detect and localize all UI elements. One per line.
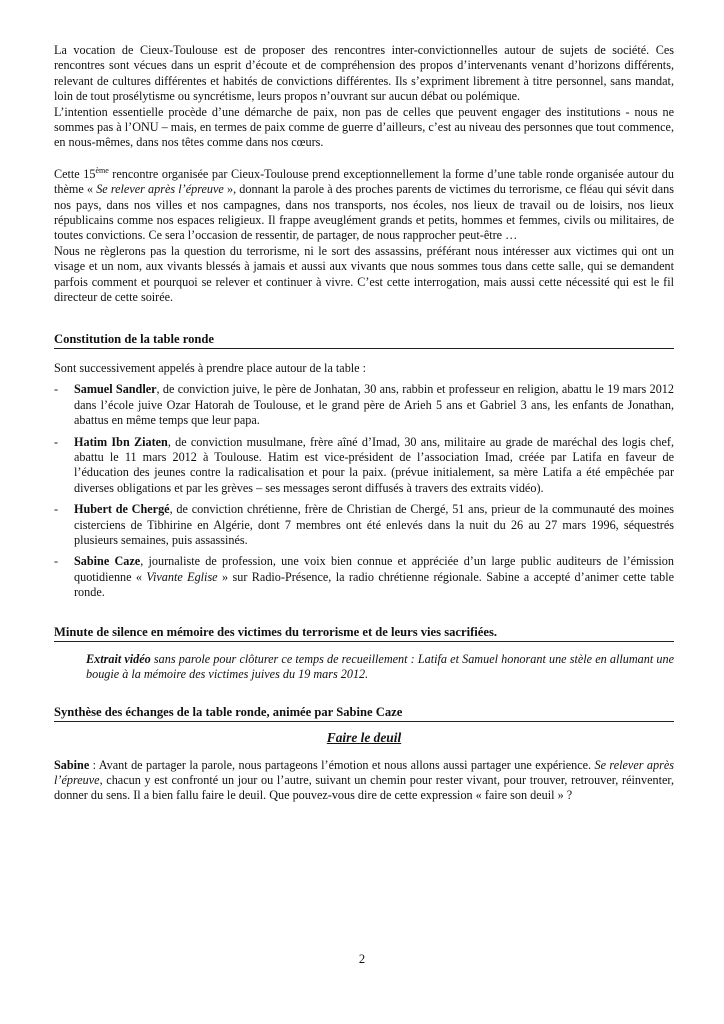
video-excerpt-note	[86, 652, 674, 683]
participant-text-start: , journaliste de profession, une voix bien connue et appréciée d’un large public auditeurs de l’émission quotidienne «	[74, 554, 674, 584]
intro-paragraph-4: Nous ne règlerons pas la question du terrorisme, ni le sort des assassins, préférant nous intéresser aux victimes qui ont un visage et un nom, aux vivants blessés à jamais et aussi aux vivants que nous sommes tous dans cette salle, qui se demandent parfois comment et pourquoi se relever et continuer à vivre. C’est cette interrogation, mais aussi cette nécessité qui est le fil directeur de cette soirée.	[54, 243, 674, 305]
emission-name: Vivante Eglise	[146, 569, 218, 584]
participant-name: Sabine Caze	[74, 554, 141, 569]
section-heading-minute-silence: Minute de silence en mémoire des victimes du terrorisme et de leurs vies sacrifiées.	[54, 625, 674, 642]
subsection-title: Faire le deuil	[326, 730, 402, 746]
video-excerpt-text: sans parole pour clôturer ce temps de recueillement : Latifa et Samuel honorant une stèle en allumant une bougie à la mémoire des victimes juives du 19 mars 2012.	[86, 652, 674, 682]
p3-mid: rencontre organisée par Cieux-Toulouse prend exceptionnellement la forme d’une table ronde organisée autour du thème «	[54, 166, 674, 197]
participant-name: Hubert de Chergé	[74, 502, 170, 517]
p3-superscript: ème	[95, 165, 109, 175]
document-page	[54, 43, 674, 804]
participant-text: , de conviction chrétienne, frère de Christian de Chergé, 51 ans, prieur de la communauté des moines cisterciens de Tibhirine en Algérie, dont 7 membres ont été enlevés dans la nuit du 26 au 27 mars 1996, séquestrés plusieurs semaines, puis assassinés.	[74, 502, 674, 547]
p3-end: », donnant la parole à des proches parents de victimes du terrorisme, ce fléau qui sévit dans nos pays, dans nos villes et nos campagnes, dans nos transports, nos écoles, nos lieux de travail ou de loisirs, nos lieux républicains comme nos espaces religieux. Il frappe aveuglément grands et petits, hommes et femmes, civils ou militaires, de toutes convictions. Ce sera l’occasion de ressentir, de partager, de nous rapprocher peut-être …	[54, 182, 675, 243]
dash-bullet: -	[54, 554, 59, 569]
video-excerpt-label: Extrait vidéo	[86, 652, 151, 666]
list-item	[54, 502, 674, 548]
speaker-text-italic: Se relever après l’épreuve	[54, 757, 674, 788]
section-heading-synthese: Synthèse des échanges de la table ronde, animée par Sabine Caze	[54, 705, 674, 722]
section1-lead: Sont successivement appelés à prendre place autour de la table :	[54, 360, 367, 375]
list-item	[54, 382, 674, 428]
speaker-text-end: , chacun y est confronté un jour ou l’autre, suivant un chemin pour rester vivant, pour trouver, retrouver, réinventer, donner du sens. Il a bien fallu faire le deuil. Que pouvez-vous dire de cette expression « faire son deuil » ?	[54, 773, 674, 803]
list-item	[54, 435, 674, 497]
section-heading-table-ronde: Constitution de la table ronde	[54, 332, 674, 349]
participants-list	[54, 382, 674, 600]
participant-name: Samuel Sandler	[74, 382, 157, 397]
dash-bullet: -	[54, 502, 59, 517]
participant-text: , de conviction musulmane, frère aîné d’Imad, 30 ans, militaire au grade de maréchal des logis chef, abattu le 11 mars 2012 à Toulouse. Hatim est vice-président de l’association Imad, créée par Latifa en faveur de l’éducation des jeunes contre la radicalisation et pour la paix. (prévue initialement, sa mère Latifa a été empêchée par diverses obligations et par les grèves – ses messages seront diffusés à travers des extraits vidéo).	[74, 434, 674, 495]
sabine-paragraph	[54, 758, 674, 804]
intro-paragraph-3	[54, 167, 674, 244]
p3-start: Cette 15	[54, 166, 96, 181]
intro-paragraph-2: L’intention essentielle procède d’une démarche de paix, non pas de celles que peuvent engager des institutions - nous ne sommes pas à l’ONU – mais, en termes de paix comme de guerre d’ailleurs, c’est au niveau des personnes que tout commence, en nous-mêmes, dans nos têtes comme dans nos cœurs.	[54, 104, 675, 150]
participant-text-end: » sur Radio-Présence, la radio chrétienne régionale. Sabine a accepté d’animer cette table ronde.	[74, 569, 674, 600]
intro-paragraph-1: La vocation de Cieux-Toulouse est de proposer des rencontres inter-convictionnelles autour de sujets de société. Ces rencontres sont vécues dans un esprit d’écoute et de compréhension des propos d’intervenants venant d’horizons différents, relevant de cultures différentes et habités de convictions différentes. Ils s’expriment librement à titre personnel, sans mandat, loin de tout prosélytisme ou syncrétisme, leurs propos n’ouvrant sur aucun débat ou polémique.	[54, 43, 674, 104]
participant-name: Hatim Ibn Ziaten	[74, 434, 168, 449]
speaker-name: Sabine	[54, 757, 90, 772]
dash-bullet: -	[54, 434, 59, 449]
theme-title: Se relever après l’épreuve	[96, 182, 224, 197]
dash-bullet: -	[54, 382, 59, 397]
speaker-text-start: : Avant de partager la parole, nous partageons l’émotion et nous allons aussi partager une expérience.	[89, 757, 595, 772]
page-number: 2	[358, 952, 366, 966]
participant-text: , de conviction juive, le père de Jonhatan, 30 ans, rabbin et professeur en religion, abattu le 19 mars 2012 dans l’école juive Ozar Hatorah de Toulouse, et le grand père de Arieh 5 ans et Gabriel 3 ans, les enfants de Jonathan, abattus en même temps que leur papa.	[74, 382, 674, 428]
list-item	[54, 554, 674, 600]
